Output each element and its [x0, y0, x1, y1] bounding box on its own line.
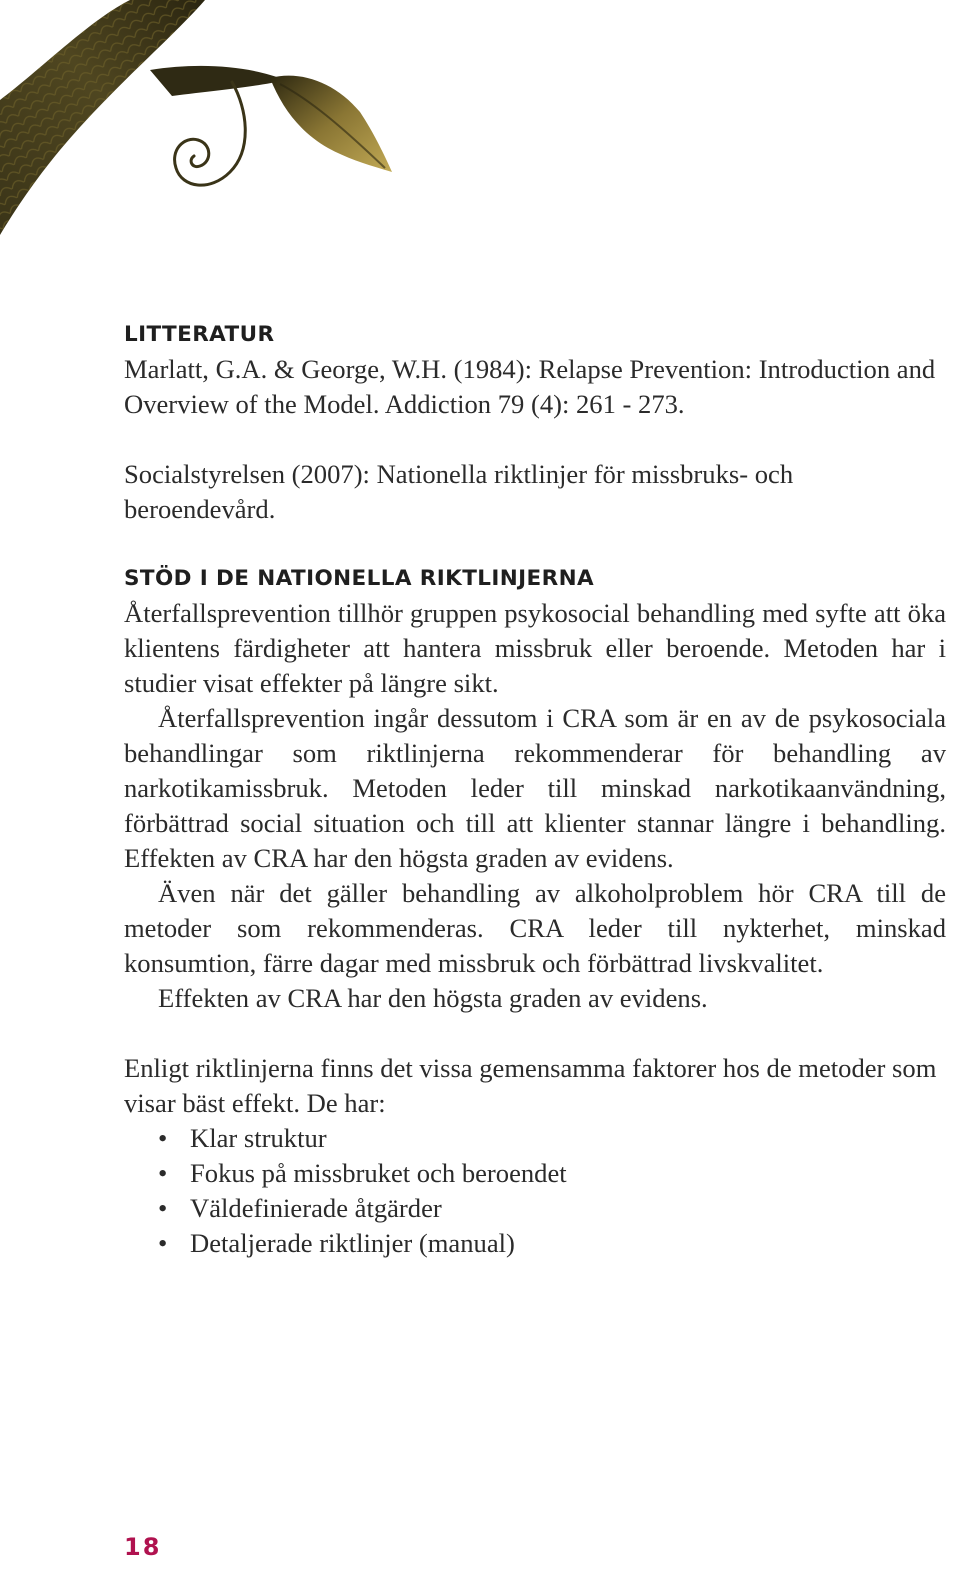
list-item-text: Detaljerade riktlinjer (manual)	[190, 1228, 515, 1258]
reference-item: Marlatt, G.A. & George, W.H. (1984): Relapse Prevention: Introduction and Overview of the Model. Addiction 79 (4): 261 - 273.	[124, 354, 936, 419]
support-paragraph: Återfallsprevention ingår dessutom i CRA som är en av de psykosociala behandlingar som riktlinjerna rekommenderar för behandling av narkotikamissbruk. Metoden leder till minskad narkotikaanvändning, förbättrad social situation och till att klienter stannar längre i behandling. Effekten av CRA har den högsta graden av evidens.	[124, 703, 946, 873]
support-paragraph: Även när det gäller behandling av alkoholproblem hör CRA till de metoder som rekommenderas. CRA leder till nykterhet, minskad konsumtion, färre dagar med missbruk och förbättrad livskvalitet.	[124, 878, 946, 978]
list-item	[124, 1226, 946, 1261]
bullet-icon: •	[158, 1228, 168, 1258]
list-item-text: Väldefinierade åtgärder	[190, 1193, 442, 1223]
list-item	[124, 1121, 946, 1156]
factors-intro: Enligt riktlinjerna finns det vissa gemensamma faktorer hos de metoder som visar bäst effekt. De har:	[124, 1053, 937, 1118]
factors-list	[124, 1121, 946, 1261]
list-item	[124, 1156, 946, 1191]
bullet-icon: •	[158, 1158, 168, 1188]
support-paragraph: Effekten av CRA har den högsta graden av evidens.	[158, 983, 708, 1013]
bullet-icon: •	[158, 1193, 168, 1223]
decorative-vine-ornament	[0, 0, 420, 250]
support-paragraph: Återfallsprevention tillhör gruppen psykosocial behandling med syfte att öka klientens färdigheter att hantera missbruk eller beroende. Metoden har i studier visat effekter på längre sikt.	[124, 598, 946, 698]
reference-item: Socialstyrelsen (2007): Nationella riktlinjer för missbruks- och beroendevård.	[124, 459, 794, 524]
list-item	[124, 1191, 946, 1226]
page-number: 18	[124, 1533, 162, 1561]
support-heading: STÖD I DE NATIONELLA RIKTLINJERNA	[124, 566, 595, 591]
list-item-text: Klar struktur	[190, 1123, 327, 1153]
references-heading: LITTERATUR	[124, 322, 275, 347]
bullet-icon: •	[158, 1123, 168, 1153]
list-item-text: Fokus på missbruket och beroendet	[190, 1158, 567, 1188]
